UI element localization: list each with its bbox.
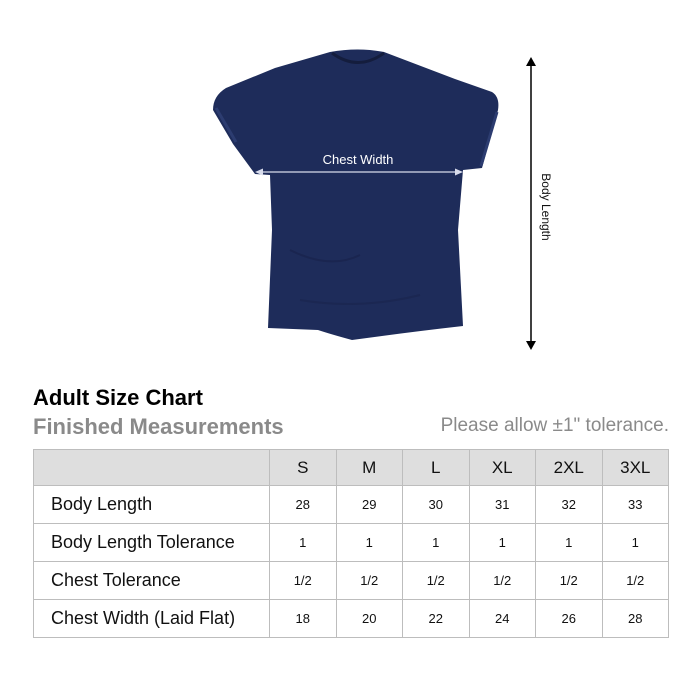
size-table: [33, 449, 669, 638]
tolerance-note: Please allow ±1" tolerance.: [440, 415, 669, 436]
table-row: [34, 524, 669, 562]
row-label: Body Length Tolerance: [34, 524, 270, 562]
table-cell: 24: [469, 600, 536, 638]
chart-title: Adult Size Chart: [33, 385, 203, 410]
header-size: S: [270, 450, 337, 486]
header-size: L: [403, 450, 470, 486]
table-cell: 1/2: [270, 562, 337, 600]
table-cell: 1/2: [469, 562, 536, 600]
table-cell: 1: [469, 524, 536, 562]
header-size: XL: [469, 450, 536, 486]
header-size: 3XL: [602, 450, 669, 486]
header-size: M: [336, 450, 403, 486]
table-cell: 30: [403, 486, 470, 524]
table-cell: 22: [403, 600, 470, 638]
body-length-arrow: [526, 57, 536, 350]
table-cell: 1/2: [336, 562, 403, 600]
row-label: Chest Tolerance: [34, 562, 270, 600]
table-cell: 1: [403, 524, 470, 562]
table-cell: 1: [536, 524, 603, 562]
table-cell: 1/2: [536, 562, 603, 600]
row-label: Body Length: [34, 486, 270, 524]
table-cell: 1: [602, 524, 669, 562]
table-cell: 33: [602, 486, 669, 524]
chart-subtitle: Finished Measurements: [33, 414, 284, 439]
table-cell: 1: [336, 524, 403, 562]
table-cell: 18: [270, 600, 337, 638]
table-cell: 28: [270, 486, 337, 524]
table-cell: 1/2: [403, 562, 470, 600]
table-cell: 20: [336, 600, 403, 638]
chest-width-label: Chest Width: [322, 152, 394, 167]
table-cell: 32: [536, 486, 603, 524]
tshirt-image: [213, 50, 498, 341]
table-cell: 26: [536, 600, 603, 638]
table-row: [34, 486, 669, 524]
header-blank: [34, 450, 270, 486]
row-label: Chest Width (Laid Flat): [34, 600, 270, 638]
table-cell: 28: [602, 600, 669, 638]
header-size: 2XL: [536, 450, 603, 486]
body-length-label: Body Length: [539, 173, 553, 241]
table-header-row: [34, 450, 669, 486]
table-cell: 29: [336, 486, 403, 524]
table-row: [34, 600, 669, 638]
table-cell: 31: [469, 486, 536, 524]
table-row: [34, 562, 669, 600]
table-cell: 1/2: [602, 562, 669, 600]
table-cell: 1: [270, 524, 337, 562]
